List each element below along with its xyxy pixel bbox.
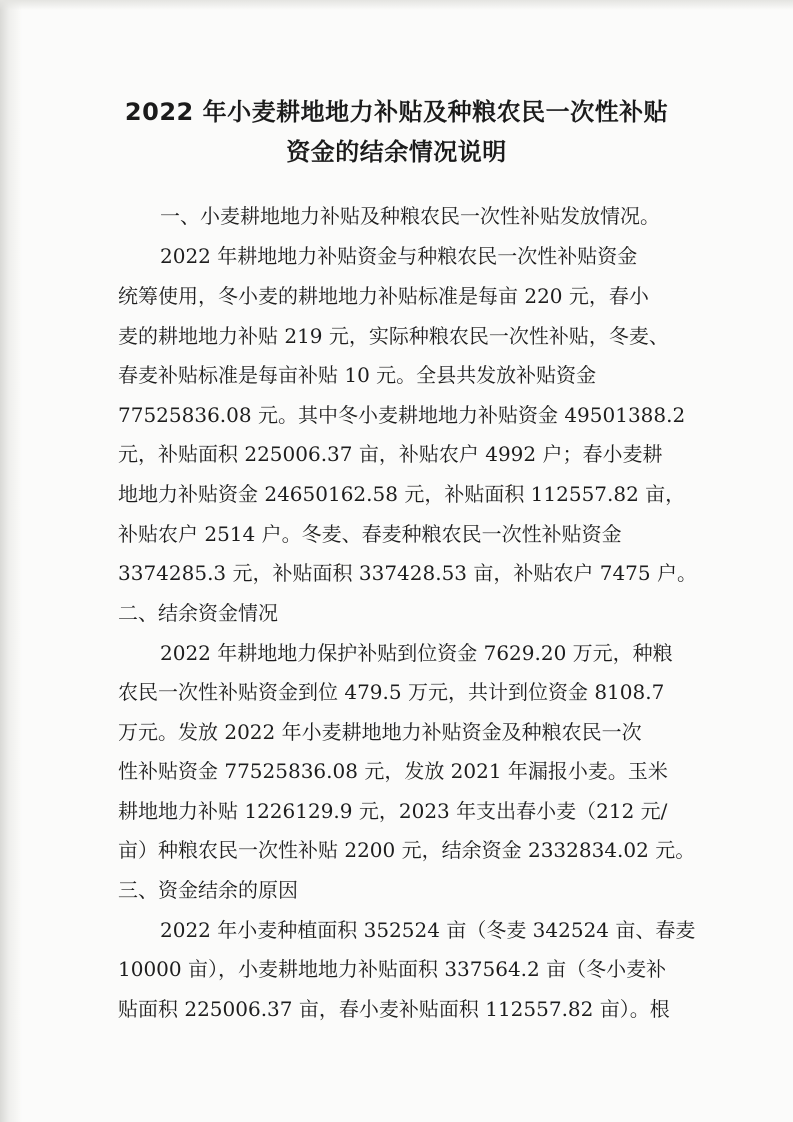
section-1-line: 77525836.08 元。其中冬小麦耕地地力补贴资金 49501388.2	[118, 403, 686, 427]
scan-shadow-top	[0, 0, 793, 10]
section-3-line: 贴面积 225006.37 亩，春小麦补贴面积 112557.82 亩）。根	[118, 997, 670, 1021]
section-1-line: 补贴农户 2514 户。冬麦、春麦种粮农民一次性补贴资金	[118, 522, 622, 546]
section-1-line: 地地力补贴资金 24650162.58 元，补贴面积 112557.82 亩，	[118, 482, 686, 506]
section-3-line: 10000 亩），小麦耕地地力补贴面积 337564.2 亩（冬小麦补	[118, 957, 667, 981]
section-1-line: 统筹使用，冬小麦的耕地地力补贴标准是每亩 220 元，春小	[118, 284, 649, 308]
section-1-line: 麦的耕地地力补贴 219 元，实际种粮农民一次性补贴，冬麦、	[118, 324, 669, 348]
section-3-line: 2022 年小麦种植面积 352524 亩（冬麦 342524 亩、春麦	[160, 918, 696, 942]
document-title-line-1: 2022 年小麦耕地地力补贴及种粮农民一次性补贴	[124, 98, 669, 126]
section-1-line: 3374285.3 元，补贴面积 337428.53 亩，补贴农户 7475 户。	[118, 561, 697, 585]
section-1-line: 元，补贴面积 225006.37 亩，补贴农户 4992 户；春小麦耕	[118, 442, 663, 466]
section-2-line: 性补贴资金 77525836.08 元，发放 2021 年漏报小麦。玉米	[118, 759, 668, 783]
document-title-line-2: 资金的结余情况说明	[286, 138, 507, 166]
section-3-heading: 三、资金结余的原因	[118, 878, 298, 902]
section-2-line: 万元。发放 2022 年小麦耕地地力补贴资金及种粮农民一次	[118, 720, 642, 744]
section-2-line: 农民一次性补贴资金到位 479.5 万元，共计到位资金 8108.7	[118, 680, 665, 704]
section-2-line: 2022 年耕地地力保护补贴到位资金 7629.20 万元，种粮	[160, 641, 673, 665]
scan-shadow-left	[0, 0, 22, 1122]
section-1-line: 2022 年耕地地力补贴资金与种粮农民一次性补贴资金	[160, 244, 638, 268]
section-2-line: 耕地地力补贴 1226129.9 元，2023 年支出春小麦（212 元/	[118, 799, 668, 823]
section-2-line: 亩）种粮农民一次性补贴 2200 元，结余资金 2332834.02 元。	[118, 838, 696, 862]
section-1-line: 春麦补贴标准是每亩补贴 10 元。全县共发放补贴资金	[118, 363, 597, 387]
section-1-heading: 一、小麦耕地地力补贴及种粮农民一次性补贴发放情况。	[160, 204, 660, 228]
section-2-heading: 二、结余资金情况	[118, 601, 278, 625]
